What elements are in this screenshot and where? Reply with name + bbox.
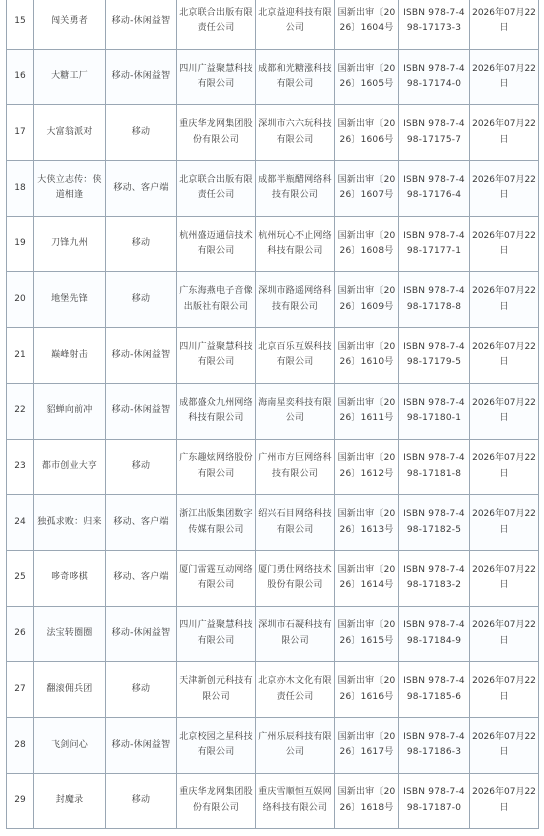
isbn-number: ISBN 978-7-498-17178-8 bbox=[399, 272, 470, 328]
table-row bbox=[7, 161, 539, 217]
game-name: 貂蝉向前冲 bbox=[34, 383, 106, 439]
table-row bbox=[7, 495, 539, 551]
game-type: 移动 bbox=[106, 105, 177, 161]
approval-date: 2026年07月22日 bbox=[470, 662, 539, 718]
approval-table-body bbox=[7, 0, 539, 829]
operator-name: 重庆雪顺恒互娱网络科技有限公司 bbox=[256, 773, 335, 829]
game-name: 大富翁派对 bbox=[34, 105, 106, 161]
game-type: 移动-休闲益智 bbox=[106, 49, 177, 105]
operator-name: 北京亦木文化有限责任公司 bbox=[256, 662, 335, 718]
approval-date: 2026年07月22日 bbox=[470, 105, 539, 161]
game-type: 移动-休闲益智 bbox=[106, 383, 177, 439]
isbn-number: ISBN 978-7-498-17181-8 bbox=[399, 439, 470, 495]
game-type: 移动 bbox=[106, 439, 177, 495]
publisher-name: 杭州盛迈通信技术有限公司 bbox=[177, 216, 256, 272]
publisher-name: 天津新创元科技有限公司 bbox=[177, 662, 256, 718]
approval-date: 2026年07月22日 bbox=[470, 383, 539, 439]
row-number: 29 bbox=[7, 773, 34, 829]
operator-name: 广州市方巨网络科技有限公司 bbox=[256, 439, 335, 495]
publisher-name: 四川广益聚慧科技有限公司 bbox=[177, 606, 256, 662]
game-type: 移动、客户端 bbox=[106, 495, 177, 551]
approval-number: 国新出审〔2026〕1607号 bbox=[335, 161, 399, 217]
game-type: 移动-休闲益智 bbox=[106, 606, 177, 662]
approval-number: 国新出审〔2026〕1617号 bbox=[335, 717, 399, 773]
game-name: 哆奇哆棋 bbox=[34, 550, 106, 606]
approval-date: 2026年07月22日 bbox=[470, 550, 539, 606]
row-number: 15 bbox=[7, 0, 34, 49]
operator-name: 深圳市石凝科技有限公司 bbox=[256, 606, 335, 662]
approval-date: 2026年07月22日 bbox=[470, 0, 539, 49]
approval-table bbox=[6, 0, 539, 829]
approval-date: 2026年07月22日 bbox=[470, 773, 539, 829]
game-type: 移动、客户端 bbox=[106, 161, 177, 217]
row-number: 21 bbox=[7, 328, 34, 384]
publisher-name: 厦门雷霆互动网络有限公司 bbox=[177, 550, 256, 606]
approval-number: 国新出审〔2026〕1613号 bbox=[335, 495, 399, 551]
isbn-number: ISBN 978-7-498-17177-1 bbox=[399, 216, 470, 272]
approval-number: 国新出审〔2026〕1605号 bbox=[335, 49, 399, 105]
table-row bbox=[7, 105, 539, 161]
approval-number: 国新出审〔2026〕1615号 bbox=[335, 606, 399, 662]
row-number: 23 bbox=[7, 439, 34, 495]
game-name: 地堡先锋 bbox=[34, 272, 106, 328]
game-type: 移动 bbox=[106, 216, 177, 272]
publisher-name: 广东趣炫网络股份有限公司 bbox=[177, 439, 256, 495]
row-number: 26 bbox=[7, 606, 34, 662]
table-row bbox=[7, 216, 539, 272]
approval-date: 2026年07月22日 bbox=[470, 272, 539, 328]
isbn-number: ISBN 978-7-498-17183-2 bbox=[399, 550, 470, 606]
isbn-number: ISBN 978-7-498-17173-3 bbox=[399, 0, 470, 49]
game-type: 移动、客户端 bbox=[106, 550, 177, 606]
game-name: 巅峰射击 bbox=[34, 328, 106, 384]
row-number: 22 bbox=[7, 383, 34, 439]
isbn-number: ISBN 978-7-498-17175-7 bbox=[399, 105, 470, 161]
approval-number: 国新出审〔2026〕1618号 bbox=[335, 773, 399, 829]
isbn-number: ISBN 978-7-498-17187-0 bbox=[399, 773, 470, 829]
approval-number: 国新出审〔2026〕1610号 bbox=[335, 328, 399, 384]
publisher-name: 北京联合出版有限责任公司 bbox=[177, 0, 256, 49]
table-row bbox=[7, 328, 539, 384]
approval-date: 2026年07月22日 bbox=[470, 606, 539, 662]
approval-date: 2026年07月22日 bbox=[470, 216, 539, 272]
publisher-name: 重庆华龙网集团股份有限公司 bbox=[177, 773, 256, 829]
isbn-number: ISBN 978-7-498-17185-6 bbox=[399, 662, 470, 718]
game-type: 移动-休闲益智 bbox=[106, 717, 177, 773]
row-number: 17 bbox=[7, 105, 34, 161]
game-name: 飞剑问心 bbox=[34, 717, 106, 773]
row-number: 28 bbox=[7, 717, 34, 773]
game-type: 移动-休闲益智 bbox=[106, 0, 177, 49]
publisher-name: 广东海燕电子音像出版社有限公司 bbox=[177, 272, 256, 328]
approval-date: 2026年07月22日 bbox=[470, 717, 539, 773]
approval-number: 国新出审〔2026〕1614号 bbox=[335, 550, 399, 606]
approval-date: 2026年07月22日 bbox=[470, 161, 539, 217]
table-row bbox=[7, 717, 539, 773]
row-number: 19 bbox=[7, 216, 34, 272]
game-name: 法宝转圈圈 bbox=[34, 606, 106, 662]
game-name: 都市创业大亨 bbox=[34, 439, 106, 495]
publisher-name: 北京联合出版有限责任公司 bbox=[177, 161, 256, 217]
isbn-number: ISBN 978-7-498-17176-4 bbox=[399, 161, 470, 217]
game-name: 大侠立志传：侠道相逢 bbox=[34, 161, 106, 217]
operator-name: 成都和光糖涨科技有限公司 bbox=[256, 49, 335, 105]
game-type: 移动-休闲益智 bbox=[106, 328, 177, 384]
row-number: 24 bbox=[7, 495, 34, 551]
row-number: 16 bbox=[7, 49, 34, 105]
table-row bbox=[7, 439, 539, 495]
isbn-number: ISBN 978-7-498-17182-5 bbox=[399, 495, 470, 551]
game-name: 刀锋九州 bbox=[34, 216, 106, 272]
isbn-number: ISBN 978-7-498-17186-3 bbox=[399, 717, 470, 773]
game-name: 封魔录 bbox=[34, 773, 106, 829]
approval-date: 2026年07月22日 bbox=[470, 495, 539, 551]
isbn-number: ISBN 978-7-498-17174-0 bbox=[399, 49, 470, 105]
isbn-number: ISBN 978-7-498-17179-5 bbox=[399, 328, 470, 384]
approval-date: 2026年07月22日 bbox=[470, 49, 539, 105]
approval-date: 2026年07月22日 bbox=[470, 439, 539, 495]
approval-number: 国新出审〔2026〕1609号 bbox=[335, 272, 399, 328]
publisher-name: 重庆华龙网集团股份有限公司 bbox=[177, 105, 256, 161]
table-row bbox=[7, 662, 539, 718]
operator-name: 成都半瓶醋网络科技有限公司 bbox=[256, 161, 335, 217]
row-number: 27 bbox=[7, 662, 34, 718]
table-row bbox=[7, 383, 539, 439]
game-type: 移动 bbox=[106, 773, 177, 829]
game-type: 移动 bbox=[106, 272, 177, 328]
publisher-name: 四川广益聚慧科技有限公司 bbox=[177, 49, 256, 105]
table-row bbox=[7, 272, 539, 328]
approval-number: 国新出审〔2026〕1606号 bbox=[335, 105, 399, 161]
game-name: 闯关勇者 bbox=[34, 0, 106, 49]
table-row bbox=[7, 606, 539, 662]
publisher-name: 浙江出版集团数字传媒有限公司 bbox=[177, 495, 256, 551]
publisher-name: 四川广益聚慧科技有限公司 bbox=[177, 328, 256, 384]
approval-number: 国新出审〔2026〕1612号 bbox=[335, 439, 399, 495]
table-row bbox=[7, 773, 539, 829]
approval-date: 2026年07月22日 bbox=[470, 328, 539, 384]
approval-number: 国新出审〔2026〕1604号 bbox=[335, 0, 399, 49]
table-row bbox=[7, 550, 539, 606]
operator-name: 广州乐辰科技有限公司 bbox=[256, 717, 335, 773]
operator-name: 北京百乐互娱科技有限公司 bbox=[256, 328, 335, 384]
game-type: 移动 bbox=[106, 662, 177, 718]
operator-name: 绍兴石目网络科技有限公司 bbox=[256, 495, 335, 551]
approval-number: 国新出审〔2026〕1616号 bbox=[335, 662, 399, 718]
row-number: 25 bbox=[7, 550, 34, 606]
publisher-name: 成都盛众九州网络科技有限公司 bbox=[177, 383, 256, 439]
isbn-number: ISBN 978-7-498-17180-1 bbox=[399, 383, 470, 439]
row-number: 20 bbox=[7, 272, 34, 328]
publisher-name: 北京校园之星科技有限公司 bbox=[177, 717, 256, 773]
operator-name: 深圳市路遥网络科技有限公司 bbox=[256, 272, 335, 328]
approval-number: 国新出审〔2026〕1608号 bbox=[335, 216, 399, 272]
table-row bbox=[7, 49, 539, 105]
game-name: 翻滚佣兵团 bbox=[34, 662, 106, 718]
game-name: 大糖工厂 bbox=[34, 49, 106, 105]
table-row bbox=[7, 0, 539, 49]
operator-name: 厦门勇仕网络技术股份有限公司 bbox=[256, 550, 335, 606]
operator-name: 深圳市六六玩科技有限公司 bbox=[256, 105, 335, 161]
row-number: 18 bbox=[7, 161, 34, 217]
operator-name: 杭州玩心不止网络科技有限公司 bbox=[256, 216, 335, 272]
operator-name: 北京益迎科技有限公司 bbox=[256, 0, 335, 49]
isbn-number: ISBN 978-7-498-17184-9 bbox=[399, 606, 470, 662]
approval-number: 国新出审〔2026〕1611号 bbox=[335, 383, 399, 439]
game-name: 独孤求败：归来 bbox=[34, 495, 106, 551]
operator-name: 海南星奕科技有限公司 bbox=[256, 383, 335, 439]
